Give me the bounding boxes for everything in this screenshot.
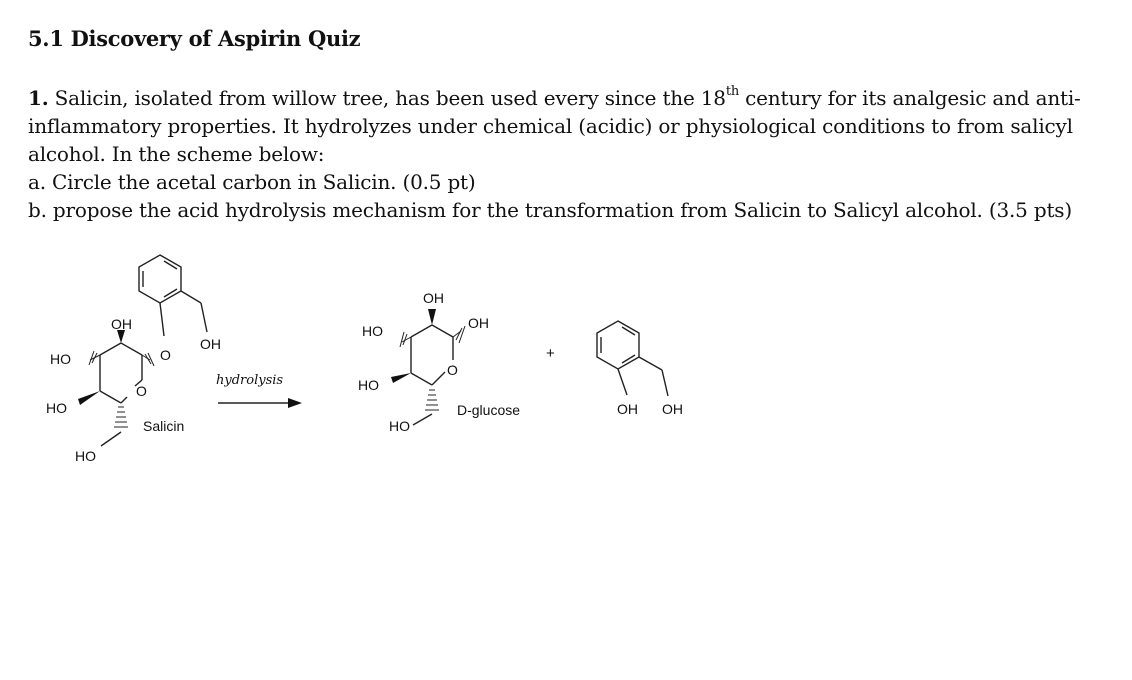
glucose-name: D-glucose: [457, 402, 521, 418]
glucose-ho-mid: HO: [358, 377, 379, 393]
question-text: century for its analgesic and anti-: [739, 86, 1081, 110]
salicin-benzene: [139, 255, 181, 303]
salicin-link-o: O: [160, 347, 171, 363]
page-title: 5.1 Discovery of Aspirin Quiz: [28, 26, 361, 51]
glucose-ho-left: HO: [362, 323, 383, 339]
salicyl-oh-left: OH: [617, 401, 638, 417]
salicin-ho-bottom: HO: [75, 448, 96, 464]
arrow-label: hydrolysis: [216, 373, 284, 388]
salicin-oh-benzyl: OH: [200, 336, 221, 352]
question-line-1: [28, 84, 1108, 112]
question-line-2: inflammatory properties. It hydrolyzes under chemical (acidic) or physiological conditions to from salicyl: [28, 114, 1073, 138]
part-a: a. Circle the acetal carbon in Salicin. (0.5 pt): [28, 170, 476, 194]
salicyl-oh-right: OH: [662, 401, 683, 417]
salicin-ho-left: HO: [50, 351, 71, 367]
salicyl-alcohol-benzene: [597, 321, 639, 369]
glucose-oh-top: OH: [423, 290, 444, 306]
question-1: [28, 84, 1108, 224]
question-text: Salicin, isolated from willow tree, has been used every since the 18: [48, 86, 726, 110]
salicin-name: Salicin: [143, 418, 185, 434]
question-line-3: alcohol. In the scheme below:: [28, 142, 325, 166]
question-number: 1.: [28, 86, 49, 110]
part-b: b. propose the acid hydrolysis mechanism for the transformation from Salicin to Salicyl alcohol. (3.5 pts): [28, 198, 1072, 222]
glucose-oh-right: OH: [468, 315, 489, 331]
salicin-ring-o: O: [136, 383, 147, 399]
salicin-oh-top: OH: [111, 316, 132, 332]
reaction-scheme: [0, 250, 760, 470]
glucose-ho-bottom: HO: [389, 418, 410, 434]
salicin-ho-mid: HO: [46, 400, 67, 416]
superscript: th: [725, 84, 740, 100]
glucose-ring-o: O: [447, 362, 458, 378]
plus-sign: +: [546, 345, 555, 362]
